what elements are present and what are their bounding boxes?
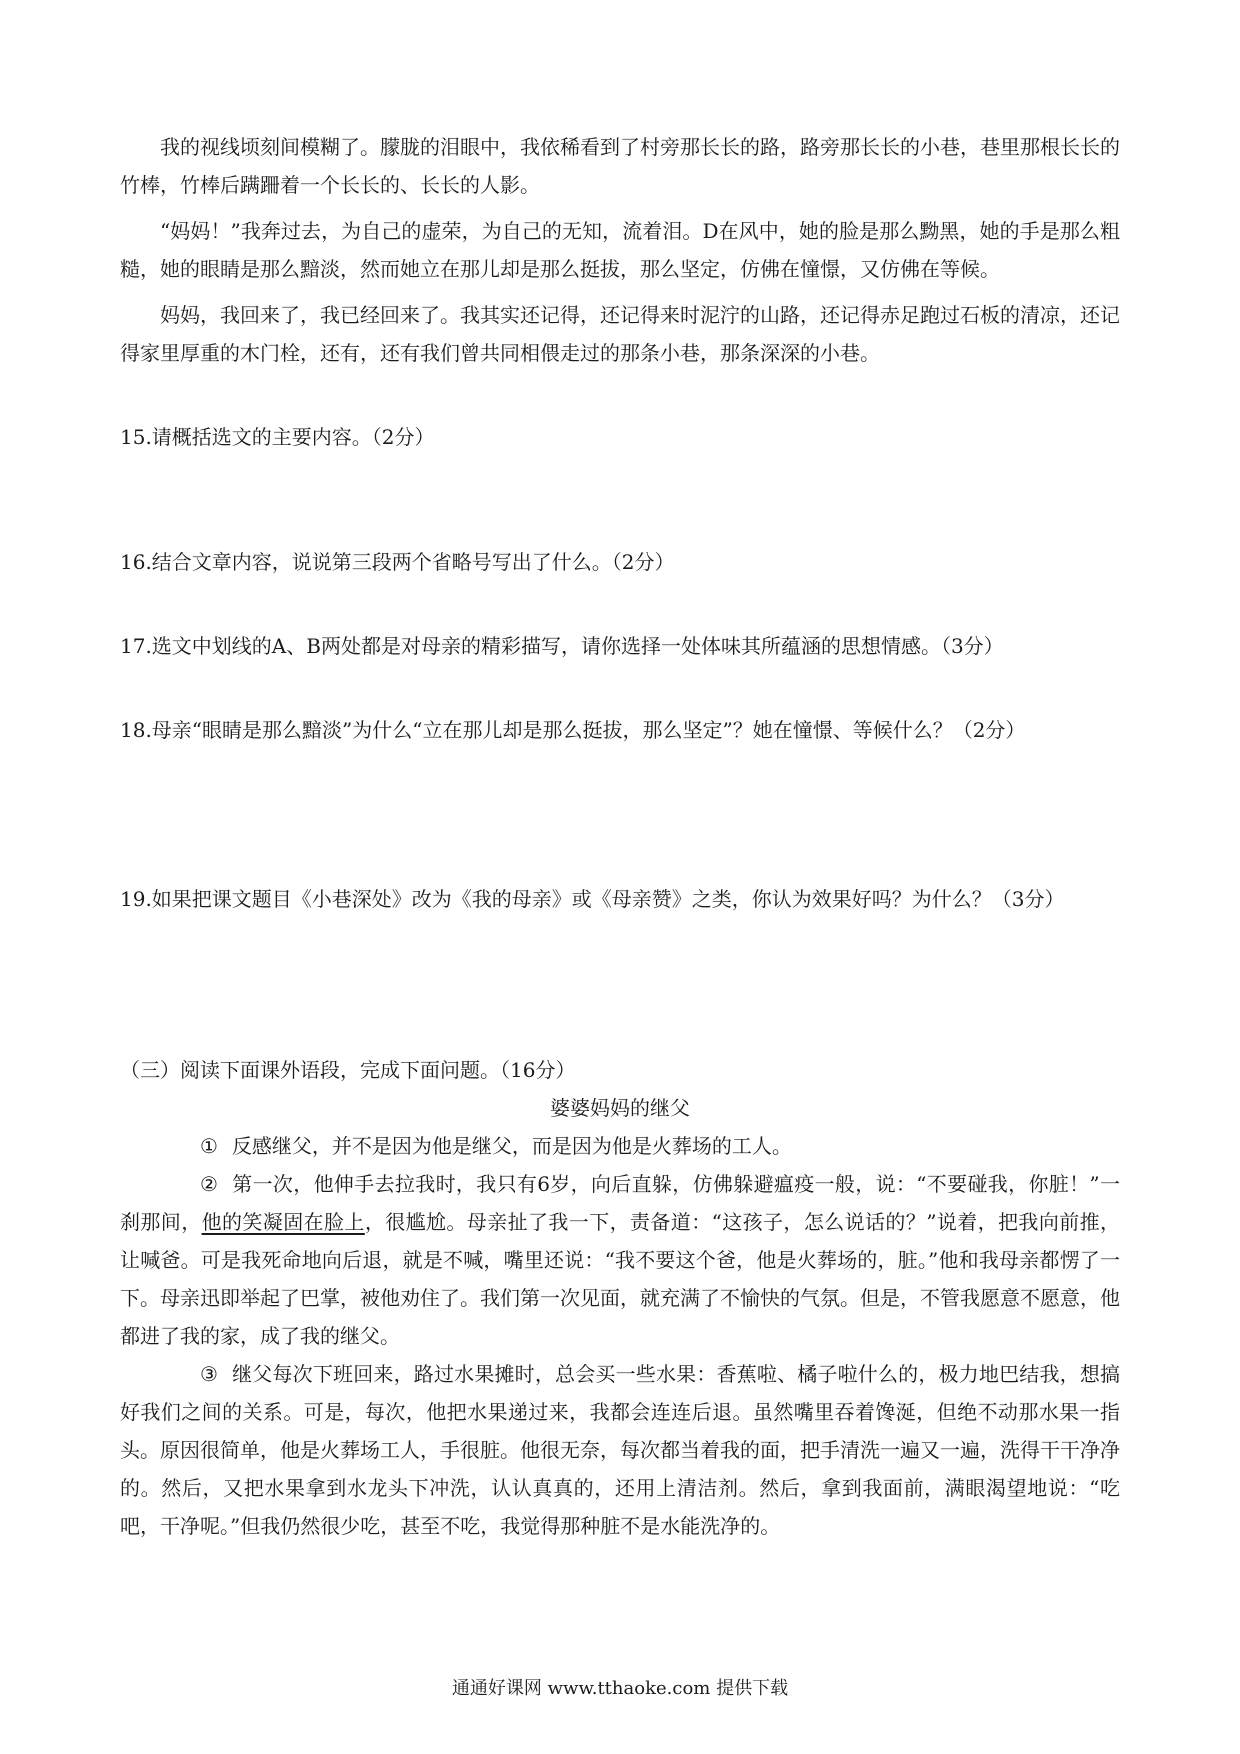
- section-heading: （三）阅读下面课外语段，完成下面问题。（16分）: [120, 1058, 576, 1082]
- article-paragraph: [120, 1127, 1120, 1165]
- paragraph-number: ②: [200, 1172, 218, 1196]
- question-19: [120, 880, 1120, 918]
- article-paragraph: [120, 1355, 1120, 1545]
- underlined-phrase: 他的笑凝固在脸上: [201, 1210, 365, 1234]
- paragraph-text: 反感继父，并不是因为他是继父，而是因为他是火葬场的工人。: [231, 1134, 792, 1158]
- question-text: 18.母亲“眼睛是那么黯淡”为什么“立在那儿却是那么挺拔，那么坚定”？她在憧憬、等候什么？（2分）: [120, 718, 1026, 742]
- page-footer: 通通好课网 www.tthaoke.com 提供下载: [451, 1678, 789, 1699]
- question-text: 17.选文中划线的A、B两处都是对母亲的精彩描写，请你选择一处体味其所蕴涵的思想情感。（3分）: [120, 634, 1004, 658]
- question-text: 15.请概括选文的主要内容。（2分）: [120, 425, 435, 449]
- passage-paragraph: 我的视线顷刻间模糊了。朦胧的泪眼中，我依稀看到了村旁那长长的路，路旁那长长的小巷，巷里那根长长的竹棒，竹棒后蹒跚着一个长长的、长长的人影。: [120, 135, 1120, 197]
- question-15: [120, 418, 1120, 456]
- paragraph-number: ①: [200, 1134, 218, 1158]
- question-text: 16.结合文章内容，说说第三段两个省略号写出了什么。（2分）: [120, 550, 675, 574]
- passage-one: [120, 128, 1120, 372]
- question-18: [120, 711, 1120, 749]
- article-paragraph: [120, 1165, 1120, 1355]
- question-text: 19.如果把课文题目《小巷深处》改为《我的母亲》或《母亲赞》之类，你认为效果好吗？为什么？（3分）: [120, 887, 1065, 911]
- paragraph-text: 继父每次下班回来，路过水果摊时，总会买一些水果：香蕉啦、橘子啦什么的，极力地巴结我，想搞好我们之间的关系。可是，每次，他把水果递过来，我都会连连后退。虽然嘴里吞着馋涎，但绝不动那水果一指头。原因很简单，他是火葬场工人，手很脏。他很无奈，每次都当着我的面，把手清洗一遍又一遍，洗得干干净净的。然后，又把水果拿到水龙头下冲洗，认认真真的，还用上清洁剂。然后，拿到我面前，满眼渴望地说：“吃吧，干净呢。”但我仍然很少吃，甚至不吃，我觉得那种脏不是水能洗净的。: [120, 1362, 1120, 1538]
- passage-paragraph: 妈妈，我回来了，我已经回来了。我其实还记得，还记得来时泥泞的山路，还记得赤足跑过石板的清凉，还记得家里厚重的木门栓，还有，还有我们曾共同相偎走过的那条小巷，那条深深的小巷。: [120, 303, 1120, 365]
- passage-paragraph: “妈妈！”我奔过去，为自己的虚荣，为自己的无知，流着泪。D在风中，她的脸是那么黝黑，她的手是那么粗糙，她的眼睛是那么黯淡，然而她立在那儿却是那么挺拔，那么坚定，仿佛在憧憬，又仿佛在等候。: [120, 219, 1120, 281]
- section-three: [120, 1051, 1120, 1545]
- question-16: [120, 543, 1120, 581]
- question-17: [120, 627, 1120, 665]
- paragraph-number: ③: [200, 1362, 218, 1386]
- paragraph-text: 第一次，他伸手去拉我时，我只有6岁，向后直躲，仿佛躲避瘟疫一般，说：“不要碰我，你脏！”一刹那间，: [120, 1172, 1120, 1234]
- article-title: 婆婆妈妈的继父: [550, 1096, 690, 1120]
- paragraph-text: ，很尴尬。母亲扯了我一下，责备道：“这孩子，怎么说话的？”说着，把我向前推，让喊爸。可是我死命地向后退，就是不喊，嘴里还说：“我不要这个爸，他是火葬场的，脏。”他和我母亲都愣了一下。母亲迅即举起了巴掌，被他劝住了。我们第一次见面，就充满了不愉快的气氛。但是，不管我愿意不愿意，他都进了我的家，成了我的继父。: [120, 1210, 1121, 1348]
